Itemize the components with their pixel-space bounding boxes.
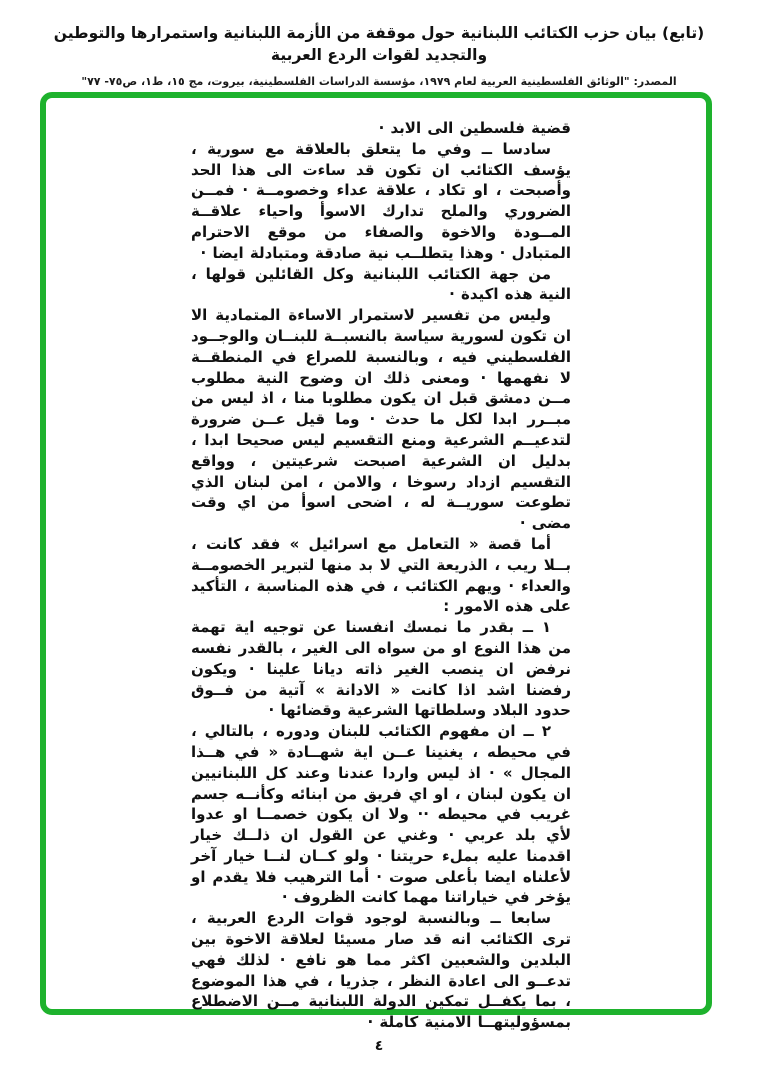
paragraph: وليس من تفسير لاستمرار الاساءة المتمادية الا ان تكون لسورية سياسة بالنسبــة للبنــان والوجــود الفلسطيني فيه ، وبالنسبة للصراع في المنطقــة لا نفهمها · ومعنى ذلك ان وضوح النية مطلوب مــن دمشق قبل ان يكون مطلوبا منا ، اذ ليس من مبــرر ابدا لكل ما حدث · وما قيل عــن ضرورة لتدعيــم الشرعية ومنع التقسيم ليس صحيحا ابدا ، بدليل ان الشرعية اصبحت شرعيتين ، وواقع التقسيم ازداد رسوخا ، والامن ، امن لبنان الذي تطوعت سوريــة له ، اضحى اسوأ من اي وقت مضى · — [191, 306, 571, 533]
page-number: ٤ — [374, 1038, 384, 1054]
highlight-frame — [40, 92, 712, 1032]
paragraph-numbered-item-1: ١ ــ بقدر ما نمسك انفسنا عن توجيه اية تهمة من هذا النوع او من سواه الى الغير ، بالقدر نفسه نرفض ان ينصب الغير ذاته ديانا علينا · ويكون رفضنا اشد اذا كانت « الادانة » آتية من فــوق حدود البلاد وسلطاتها الشرعية وقضائها · — [191, 618, 571, 720]
document-body-text — [191, 118, 571, 1033]
paragraph-numbered-item-2: ٢ ــ ان مفهوم الكتائب للبنان ودوره ، بالتالي ، في محيطه ، يغنينا عــن اية شهــادة « في هــذا المجال » · اذ ليس واردا عندنا وعند كل اللبنانيين ان يكون لبنان ، او اي فريق من ابنائه وكأنــه جسم غريب في محيطه ·· ولا ان يكون خصمــا او عدوا لأي بلد عربي · وغني عن القول ان ذلــك خيار اقدمنا عليه بملء حريتنا · ولو كــان لنــا خيار آخر لأعلناه ايضا بأعلى صوت · أما الترهيب فلا يقدم او يؤخر في خياراتنا مهما كانت الظروف · — [191, 722, 571, 907]
paragraph-continuation: قضية فلسطين الى الابد · — [378, 119, 571, 137]
paragraph: أما قصة « التعامل مع اسرائيل » فقد كانت ، بــلا ريب ، الذريعة التي لا بد منها لتبرير الخصومــة والعداء · ويهم الكتائب ، في هذه المناسبة ، التأكيد على هذه الامور : — [191, 534, 571, 616]
paragraph-sixth-point: سادسا ــ وفي ما يتعلق بالعلاقة مع سورية ، يؤسف الكتائب ان تكون قد ساءت الى هذا الحد وأصبحت ، او تكاد ، علاقة عداء وخصومــة · فمــن الضروري والملح تدارك الاسوأ واحياء علاقــة المــودة والاخوة والصفاء من موقع الاحترام المتبادل · وهذا يتطلــب نية صادقة ومتبادلة ايضا · — [191, 139, 571, 262]
document-header — [0, 22, 758, 88]
paragraph: من جهة الكتائب اللبنانية وكل القائلين قولها ، النية هذه اكيدة · — [191, 264, 571, 304]
document-title: (تابع) بيان حزب الكتائب اللبنانية حول موقفة من الأزمة اللبنانية واستمرارها والتوطين والتجديد لقوات الردع العربية — [53, 24, 705, 64]
paragraph-seventh-point: سابعا ــ وبالنسبة لوجود قوات الردع العربية ، ترى الكتائب انه قد صار مسيئا لعلاقة الاخوة بين البلدين والشعبين اكثر مما هو نافع · لذلك فهي تدعــو الى اعادة النظر ، جذريا ، في هذا الموضوع ، بما يكفــل تمكين الدولة اللبنانية مــن الاضطلاع بمسؤوليتهــا الامنية كاملة · — [191, 909, 571, 1032]
document-source-citation: المصدر: "الوثائق الفلسطينية العربية لعام ١٩٧٩، مؤسسة الدراسات الفلسطينية، بيروت، مج ١٥، ط١، ص٧٥- ٧٧" — [81, 75, 677, 88]
